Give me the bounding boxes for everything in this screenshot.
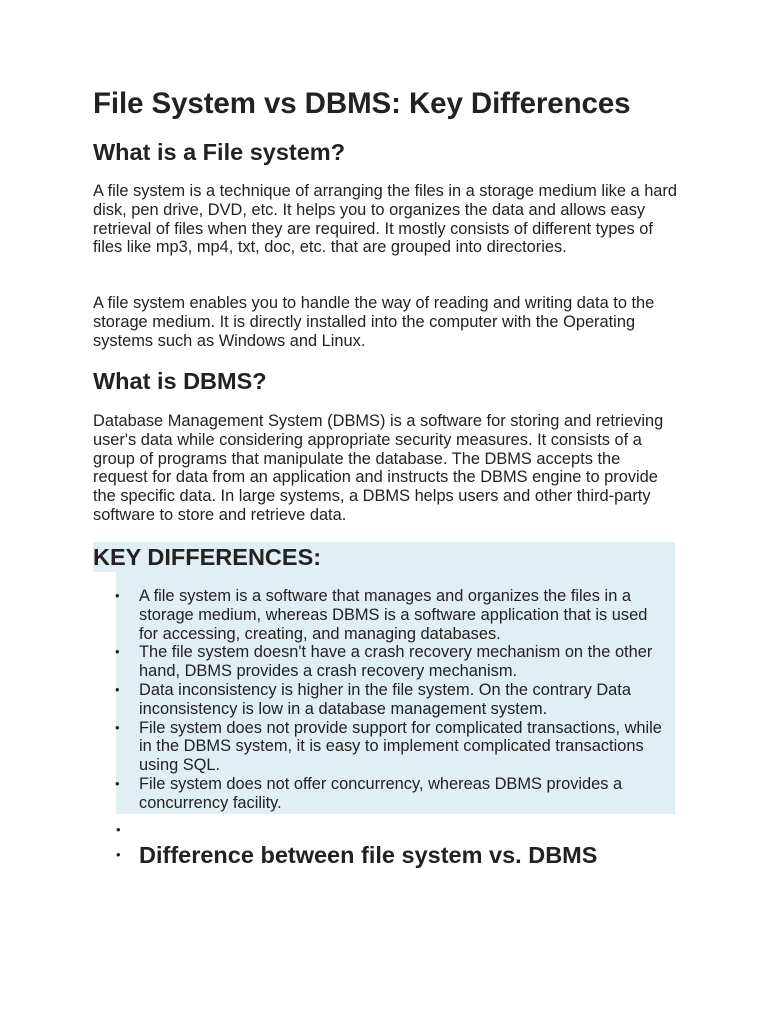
list-item: [115, 680, 669, 719]
bullet-icon: •: [115, 719, 120, 735]
empty-bullet-icon: •: [116, 822, 121, 837]
bullet-icon: •: [115, 644, 120, 660]
dbms-paragraph: Database Management System (DBMS) is a software for storing and retrieving user's data while considering appropriate security measures. It consists of a group of programs that manipulate the database. The DBMS accepts the request for data from an application and instructs the DBMS engine to provide the specific data. In large systems, a DBMS helps users and other third-party software to store and retrieve data.: [93, 412, 664, 524]
file-system-paragraph-2: A file system enables you to handle the way of reading and writing data to the storage medium. It is directly installed into the computer with the Operating systems such as Windows and Linux.: [93, 294, 655, 350]
list-item: [115, 774, 669, 813]
list-item-text: The file system doesn't have a crash recovery mechanism on the other hand, DBMS provides a crash recovery mechanism.: [139, 643, 653, 681]
list-item-text: Data inconsistency is higher in the file system. On the contrary Data inconsistency is low in a database management system.: [139, 680, 631, 718]
bullet-icon: •: [115, 588, 120, 603]
key-differences-list: [115, 587, 669, 813]
key-differences-box: [93, 542, 675, 814]
bullet-icon: •: [115, 681, 120, 697]
bullet-icon: •: [116, 847, 121, 862]
list-item: [115, 718, 669, 775]
list-item-text: File system does not offer concurrency, whereas DBMS provides a concurrency facility.: [139, 774, 623, 812]
page-title: File System vs DBMS: Key Differences: [93, 87, 631, 120]
comparison-heading: Difference between file system vs. DBMS: [139, 842, 598, 868]
key-differences-heading: KEY DIFFERENCES:: [93, 544, 322, 570]
file-system-paragraph-1: A file system is a technique of arranging the files in a storage medium like a hard disk, pen drive, DVD, etc. It helps you to organizes the data and allows easy retrieval of files when they are required. It mostly consists of different types of files like mp3, mp4, txt, doc, etc. that are grouped into directories.: [93, 182, 677, 257]
file-system-heading: What is a File system?: [93, 139, 346, 165]
list-item: [115, 587, 669, 643]
list-item-text: A file system is a software that manages and organizes the files in a storage medium, whereas DBMS is a software application that is used for accessing, creating, and managing databases.: [139, 587, 648, 643]
list-item-text: File system does not provide support for complicated transactions, while in the DBMS system, it is easy to implement complicated transactions using SQL.: [139, 718, 662, 775]
bullet-icon: •: [115, 775, 120, 791]
list-item: [115, 643, 669, 681]
dbms-heading: What is DBMS?: [93, 368, 267, 394]
